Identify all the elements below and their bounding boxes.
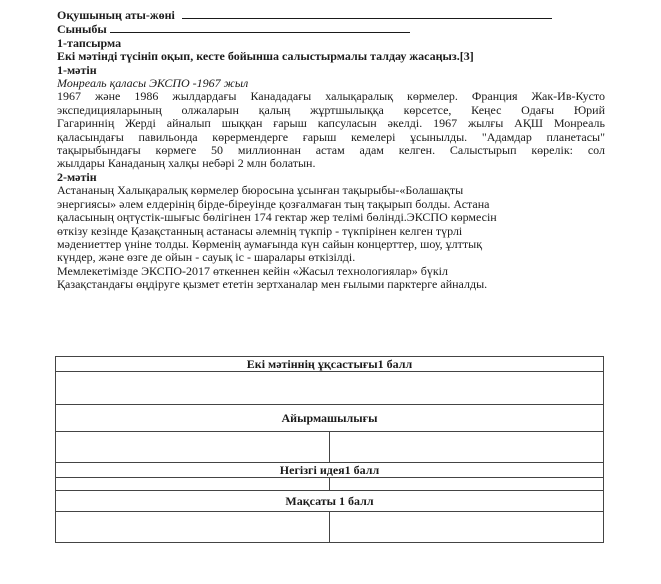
text1-subtitle: Монреаль қаласы ЭКСПО -1967 жыл bbox=[57, 76, 249, 91]
text2-line: күндер, және өзге де ойын - сауық іс - шаралары өткізілді. bbox=[57, 250, 356, 265]
text1-body bbox=[57, 90, 605, 170]
student-name-field[interactable] bbox=[182, 8, 552, 19]
similarities-answer-cell[interactable] bbox=[56, 372, 604, 405]
student-name-line bbox=[57, 8, 605, 22]
text1-line: экспедицияларының олжаларын қалың жұртшылыққа көрсетсе, Кеңес Одағы Юрий bbox=[57, 102, 605, 117]
text2-line: энергиясы» әлем елдерінің бірде-біреуінде қозғалмаған тың тақырып болды. Астана bbox=[57, 196, 490, 211]
comparison-table bbox=[55, 356, 604, 543]
text2-line: өткізу кезінде Қазақстанның астанасы әлемнің түкпір - түкпірінен келген түрлі bbox=[57, 223, 463, 238]
text2-heading: 2-мәтін bbox=[57, 169, 97, 184]
purpose-text1-cell[interactable] bbox=[56, 512, 330, 543]
student-name-label: Оқушының аты-жөні bbox=[57, 8, 175, 22]
class-label: Сыныбы bbox=[57, 22, 107, 37]
text2-line: Қазақстандағы өңдіруге қызмет ететін зертханалар мен ғылыми парктерге айналды. bbox=[57, 277, 488, 292]
text1-line: 1967 және 1986 жылдардағы Канададағы халықаралық көрмелер. Франция Жак-Ив-Кусто bbox=[57, 89, 605, 104]
task-number: 1-тапсырма bbox=[57, 35, 122, 50]
text2-line: Астананың Халықаралық көрмелер бюросына ұсынған тақырыбы-«Болашақты bbox=[57, 183, 464, 198]
text1-line: Гагариннің Жерді айналып шыққан ғарыш капсуласын әкелді. 1967 жылғы АҚШ Монреаль bbox=[57, 116, 605, 131]
class-field[interactable] bbox=[110, 22, 410, 33]
purpose-header: Мақсаты 1 балл bbox=[56, 491, 604, 512]
differences-text2-cell[interactable] bbox=[330, 432, 604, 463]
text1-line: жылдары Канаданың халқы небәрі 2 млн болатын. bbox=[57, 156, 316, 171]
text1-heading: 1-мәтін bbox=[57, 62, 97, 77]
main-idea-text2-cell[interactable] bbox=[330, 478, 604, 491]
text2-body bbox=[57, 184, 605, 291]
purpose-text2-cell[interactable] bbox=[330, 512, 604, 543]
similarities-header: Екі мәтіннің ұқсастығы1 балл bbox=[56, 357, 604, 372]
main-idea-text1-cell[interactable] bbox=[56, 478, 330, 491]
text2-line: мәдениеттер үніне толды. Көрменің аумағында күн сайын концерттер, шоу, ұлттық bbox=[57, 236, 483, 251]
text1-line: тақырыбындағы көрмеге 50 миллионнан астам адам келген. Салыстырып көрелік: сол bbox=[57, 143, 605, 158]
text1-line: қаласындағы павильонда көрермендерге ғарыш кемелері ұсынылды. "Адамдар планетасы" bbox=[57, 129, 605, 144]
differences-header: Айырмашылығы bbox=[56, 405, 604, 432]
text2-line: қаласының оңтүстік-шығыс бөлігінен 174 гектар жер телімі бөлінді.ЭКСПО көрмесін bbox=[57, 210, 497, 225]
differences-text1-cell[interactable] bbox=[56, 432, 330, 463]
main-idea-header: Негізгі идея1 балл bbox=[56, 463, 604, 478]
task-instruction: Екі мәтінді түсініп оқып, кесте бойынша салыстырмалы талдау жасаңыз.[3] bbox=[57, 49, 474, 64]
worksheet-text bbox=[57, 8, 605, 292]
class-line bbox=[57, 22, 605, 36]
text2-line: Мемлекетімізде ЭКСПО-2017 өткеннен кейін «Жасыл технологиялар» бүкіл bbox=[57, 263, 449, 278]
